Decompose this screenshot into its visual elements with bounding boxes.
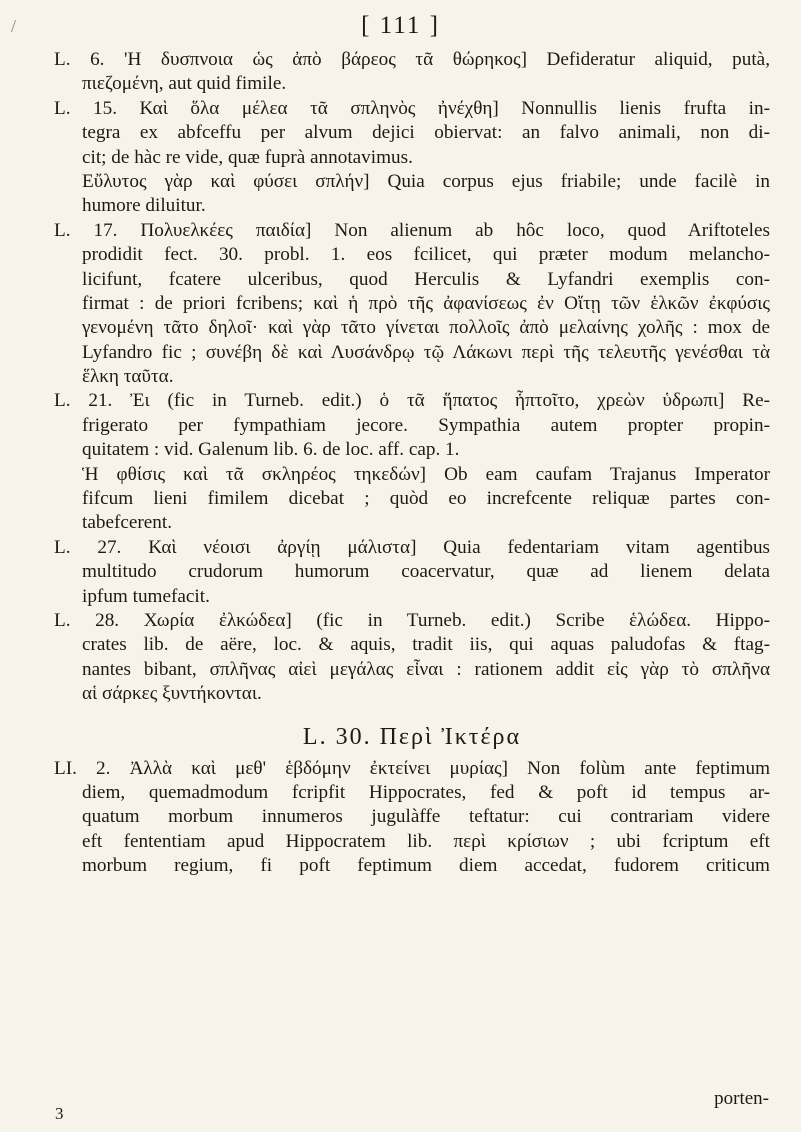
text-line: L. 15. Καὶ ὅλα μέλεα τᾶ σπληνὸς ἠνέχθη] Nonnullis lienis frufta in-: [54, 97, 770, 119]
body-text: [54, 48, 770, 879]
text-line: licifunt, fcatere ulceribus, quod Herculis & Lyfandri exemplis con-: [82, 268, 770, 290]
text-line: morbum regium, fi poft feptimum diem accedat, fudorem criticum: [82, 855, 770, 877]
text-line: L. 28. Χωρία ἐλκώδεα] (fic in Turneb. edit.) Scribe ἑλώδεα. Hippo-: [54, 609, 770, 631]
page-number: [ 111 ]: [361, 12, 440, 39]
text-line: Lyfandro fic ; συνέβη δὲ καὶ Λυσάνδρῳ τῷ Λάκωνι περὶ τῆς τελευτῆς γενέσθαι τὰ: [82, 341, 770, 363]
section-heading: L. 30. Περὶ Ἰκτέρα: [302, 723, 522, 750]
text-line: ipfum tumefacit.: [82, 585, 210, 607]
text-line: cit; de hàc re vide, quæ fuprà annotavimus.: [82, 146, 413, 168]
text-line: γενομένη τᾶτο δηλοῖ· καὶ γὰρ τᾶτο γίνεται πολλοῖς ἀπὸ μελαίνης χολῆς : mox de: [82, 317, 770, 339]
text-line: Ἡ φθίσις καὶ τᾶ σκληρέος τηκεδών] Ob eam caufam Trajanus Imperator: [82, 463, 770, 485]
text-line: prodidit fect. 30. probl. 1. eos fcilicet, qui præter modum melancho-: [82, 244, 770, 266]
text-line: fifcum lieni fimilem dicebat ; quòd eo increfcente reliquæ partes con-: [82, 488, 770, 510]
text-line: L. 17. Πολυελκέες παιδία] Non alienum ab hôc loco, quod Ariftoteles: [54, 219, 770, 241]
text-line: humore diluitur.: [82, 195, 206, 217]
text-line: firmat : de priori fcribens; καὶ ἡ πρὸ τῆς ἀφανίσεως ἐν Οἴτῃ τῶν ἑλκῶν ἐκφύσις: [82, 292, 770, 314]
text-line: Εὔλυτος γὰρ καὶ φύσει σπλήν] Quia corpus ejus friabile; unde facilè in: [82, 170, 770, 192]
text-line: tabefcerent.: [82, 512, 173, 534]
text-line: nantes bibant, σπλῆνας αἰεὶ μεγάλας εἶναι : rationem addit εἰς γὰρ τὸ σπλῆνα: [82, 658, 770, 680]
text-line: frigerato per fympathiam jecore. Sympathia autem propter propin-: [82, 414, 770, 436]
text-line: L. 21. Ἐι (fic in Turneb. edit.) ὁ τᾶ ἥπατος ἧπτοῖτο, χρεὼν ὑδρωπι] Re-: [54, 390, 770, 412]
text-line: L. 27. Καὶ νέοισι ἀργίῃ μάλιστα] Quia fedentariam vitam agentibus: [54, 536, 770, 558]
text-line: tegra ex abfceffu per alvum dejici obiervat: an falvo animali, non di-: [82, 122, 770, 144]
text-line: multitudo crudorum humorum coacervatur, quæ ad lienem delata: [82, 561, 770, 583]
text-line: crates lib. de aëre, loc. & aquis, tradit iis, qui aquas paludofas & ftag-: [82, 634, 770, 656]
text-line: αἱ σάρκες ξυντήκονται.: [82, 683, 262, 705]
text-line: πιεζομένη, aut quid fimile.: [82, 73, 287, 95]
text-line: LI. 2. Ἀλλὰ καὶ μεθ' ἑβδόμην ἐκτείνει μυρίας] Non folùm ante feptimum: [54, 757, 770, 779]
corner-mark: /: [11, 16, 17, 36]
text-line: L. 6. 'H δυσπνοια ὡς ἀπὸ βάρεος τᾶ θώρηκος] Defideratur aliquid, putà,: [54, 49, 770, 70]
text-line: ἕλκη ταῦτα.: [82, 366, 174, 388]
catchword: porten-: [714, 1088, 769, 1109]
text-line: diem, quemadmodum fcripfit Hippocrates, fed & poft id tempus ar-: [82, 781, 770, 803]
text-line: quatum morbum innumeros jugulàffe teftatur: cui contrariam videre: [82, 806, 770, 828]
text-line: quitatem : vid. Galenum lib. 6. de loc. aff. cap. 1.: [82, 439, 460, 461]
page-header: [0, 12, 801, 46]
signature-mark: 3: [55, 1104, 64, 1123]
text-line: eft fententiam apud Hippocratem lib. περὶ κρίσιων ; ubi fcriptum eft: [82, 830, 770, 852]
